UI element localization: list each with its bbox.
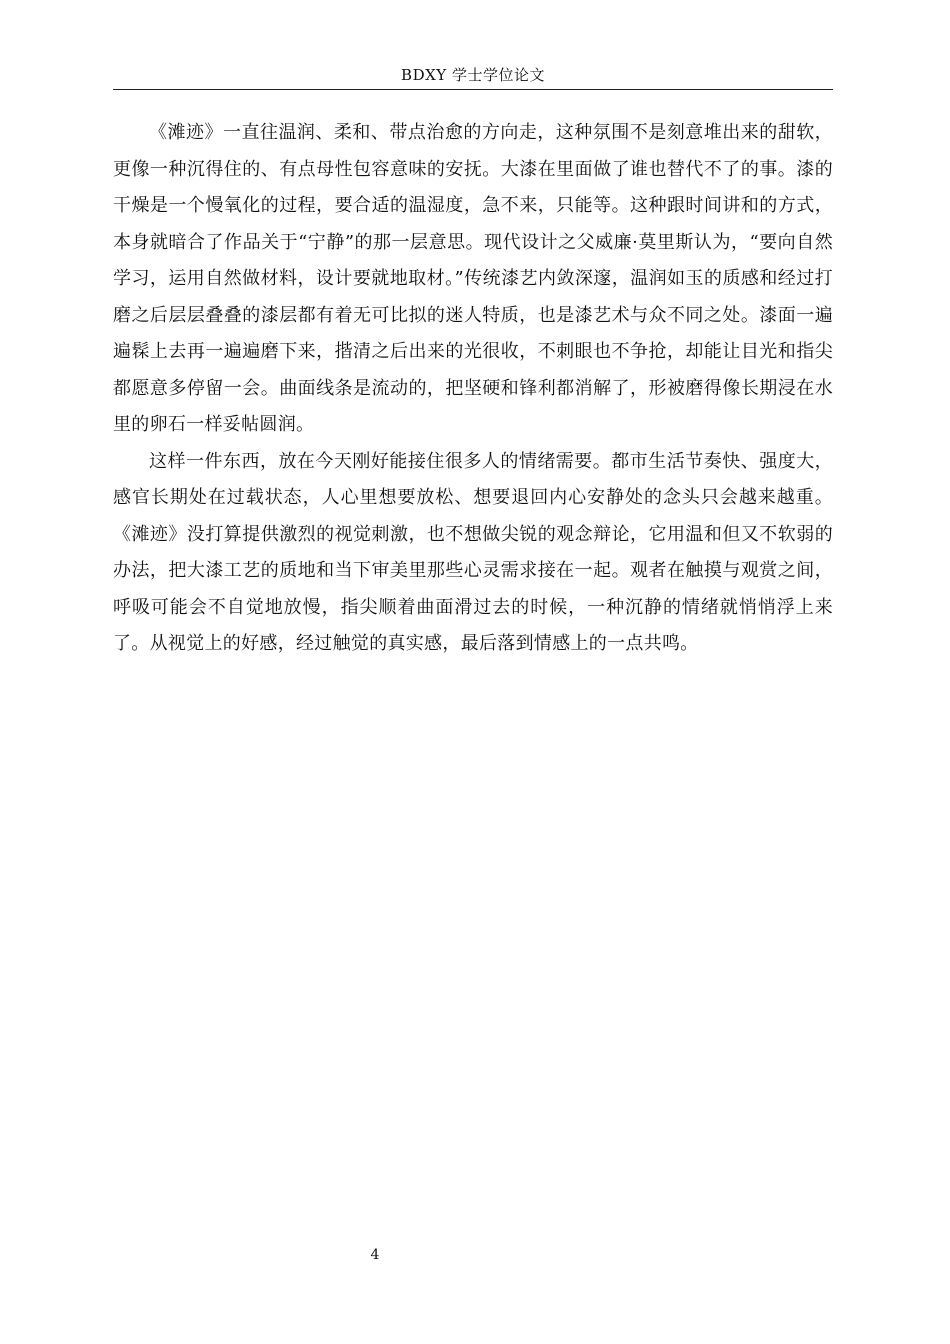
body-text bbox=[113, 115, 833, 663]
page-header-title: BDXY 学士学位论文 bbox=[401, 66, 545, 84]
header-divider bbox=[113, 89, 833, 90]
body-paragraph: 这样一件东西，放在今天刚好能接住很多人的情绪需要。都市生活节奏快、强度大，感官长期处在过载状态，人心里想要放松、想要退回内心安静处的念头只会越来越重。《滩迹》没打算提供激烈的视觉刺激，也不想做尖锐的观念辩论，它用温和但又不软弱的办法，把大漆工艺的质地和当下审美里那些心灵需求接在一起。观者在触摸与观赏之间，呼吸可能会不自觉地放慢，指尖顺着曲面滑过去的时候，一种沉静的情绪就悄悄浮上来了。从视觉上的好感，经过触觉的真实感，最后落到情感上的一点共鸣。 bbox=[113, 450, 833, 654]
page-number: 4 bbox=[370, 1247, 380, 1263]
body-paragraph: 《滩迹》一直往温润、柔和、带点治愈的方向走，这种氛围不是刻意堆出来的甜软，更像一种沉得住的、有点母性包容意味的安抚。大漆在里面做了谁也替代不了的事。漆的干燥是一个慢氧化的过程，要合适的温湿度，急不来，只能等。这种跟时间讲和的方式，本身就暗合了作品关于“宁静”的那一层意思。现代设计之父威廉·莫里斯认为，“要向自然学习，运用自然做材料，设计要就地取材。”传统漆艺内敛深邃，温润如玉的质感和经过打磨之后层层叠叠的漆层都有着无可比拟的迷人特质，也是漆艺术与众不同之处。漆面一遍遍髹上去再一遍遍磨下来，揩清之后出来的光很收，不刺眼也不争抢，却能让目光和指尖都愿意多停留一会。曲面线条是流动的，把坚硬和锋利都消解了，形被磨得像长期浸在水里的卵石一样妥帖圆润。 bbox=[113, 122, 833, 435]
